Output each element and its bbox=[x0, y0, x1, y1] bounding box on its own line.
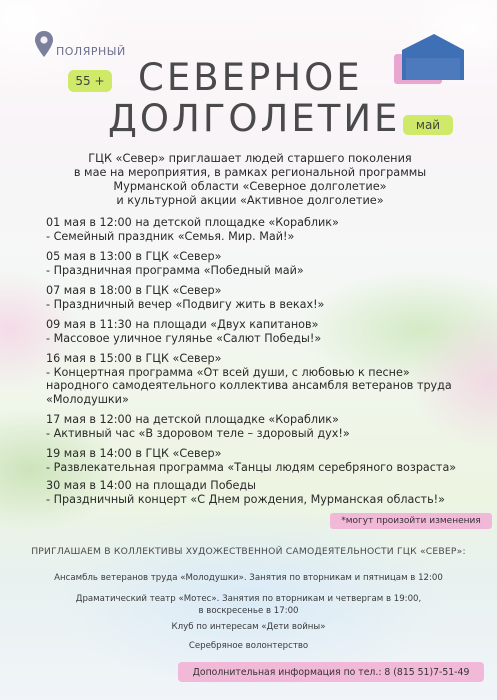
location-text: ПОЛЯРНЫЙ bbox=[56, 44, 126, 58]
event-title: - Праздничная программа «Победный май» bbox=[46, 263, 304, 277]
event-title: - Праздничный концерт «С Днем рождения, Мурманская область!» bbox=[46, 492, 445, 506]
club-item bbox=[0, 593, 497, 617]
event-title: - Развлекательная программа «Танцы людям серебряного возраста» bbox=[46, 460, 457, 474]
contact-info: Дополнительная информация по тел.: 8 (815 51)7-51-49 bbox=[178, 662, 484, 682]
month-badge: май bbox=[403, 115, 453, 135]
event-date: 30 мая в 14:00 на площади Победы bbox=[46, 479, 256, 492]
intro-line: Мурманской области «Северное долголетие» bbox=[113, 180, 387, 193]
event-date: 01 мая в 12:00 на детской площадке «Кораблик» bbox=[46, 216, 339, 229]
club-line: Клуб по интересам «Дети войны» bbox=[171, 622, 326, 632]
club-item bbox=[0, 572, 497, 584]
club-line: Ансамбль ветеранов труда «Молодушки». Занятия по вторникам и пятницам в 12:00 bbox=[54, 573, 443, 583]
title-line-2: ДОЛГОЛЕТИЕ bbox=[108, 97, 401, 140]
event-title: - Праздничный вечер «Подвигу жить в веках!» bbox=[46, 297, 325, 311]
event-item bbox=[46, 216, 339, 243]
event-item bbox=[46, 318, 321, 345]
event-item bbox=[46, 447, 456, 474]
map-pin-icon bbox=[34, 30, 54, 58]
event-date: 07 мая в 18:00 в ГЦК «Север» bbox=[46, 284, 222, 297]
event-date: 17 мая в 12:00 на детской площадке «Кораблик» bbox=[46, 413, 339, 426]
event-item bbox=[46, 352, 452, 406]
club-item bbox=[0, 640, 497, 652]
club-line: Драматический театр «Мотес». Занятия по вторникам и четвергам в 19:00, bbox=[75, 594, 422, 604]
event-detail: народного самодеятельного коллектива ансамбля ветеранов труда bbox=[46, 379, 452, 392]
event-title: - Семейный праздник «Семья. Мир. Май!» bbox=[46, 229, 295, 243]
event-item bbox=[46, 284, 324, 311]
location-label bbox=[34, 30, 126, 58]
event-title: - Массовое уличное гулянье «Салют Победы!» bbox=[46, 331, 322, 345]
invite-heading: ПРИГЛАШАЕМ В КОЛЛЕКТИВЫ ХУДОЖЕСТВЕННОЙ САМОДЕЯТЕЛЬНОСТИ ГЦК «СЕВЕР»: bbox=[31, 546, 466, 557]
event-title: - Концертная программа «От всей души, с любовью к песне» bbox=[46, 365, 410, 379]
club-item bbox=[0, 621, 497, 633]
age-badge: 55 + bbox=[68, 70, 112, 92]
event-date: 09 мая в 11:30 на площади «Двух капитанов» bbox=[46, 318, 319, 331]
event-item bbox=[46, 413, 350, 440]
intro-text bbox=[40, 152, 460, 208]
club-line: Серебряное волонтерство bbox=[188, 641, 309, 651]
intro-line: и культурной акции «Активное долголетие» bbox=[116, 194, 384, 207]
event-date: 16 мая в 15:00 в ГЦК «Север» bbox=[46, 352, 222, 365]
changes-note: *могут произойти изменения bbox=[330, 513, 492, 529]
event-title: - Активный час «В здоровом теле – здоровый дух!» bbox=[46, 426, 350, 440]
intro-line: в мае на мероприятия, в рамках региональной программы bbox=[73, 166, 427, 179]
event-date: 19 мая в 14:00 в ГЦК «Север» bbox=[46, 447, 222, 460]
club-line: в воскресенье в 17:00 bbox=[198, 606, 299, 616]
event-item bbox=[46, 250, 304, 277]
title-line-1: СЕВЕРНОЕ bbox=[138, 56, 363, 99]
event-date: 05 мая в 13:00 в ГЦК «Север» bbox=[46, 250, 222, 263]
event-item bbox=[46, 479, 445, 506]
intro-line: ГЦК «Север» приглашает людей старшего поколения bbox=[88, 152, 412, 165]
house-logo-icon bbox=[392, 30, 468, 86]
event-detail: «Молодушки» bbox=[46, 392, 129, 406]
